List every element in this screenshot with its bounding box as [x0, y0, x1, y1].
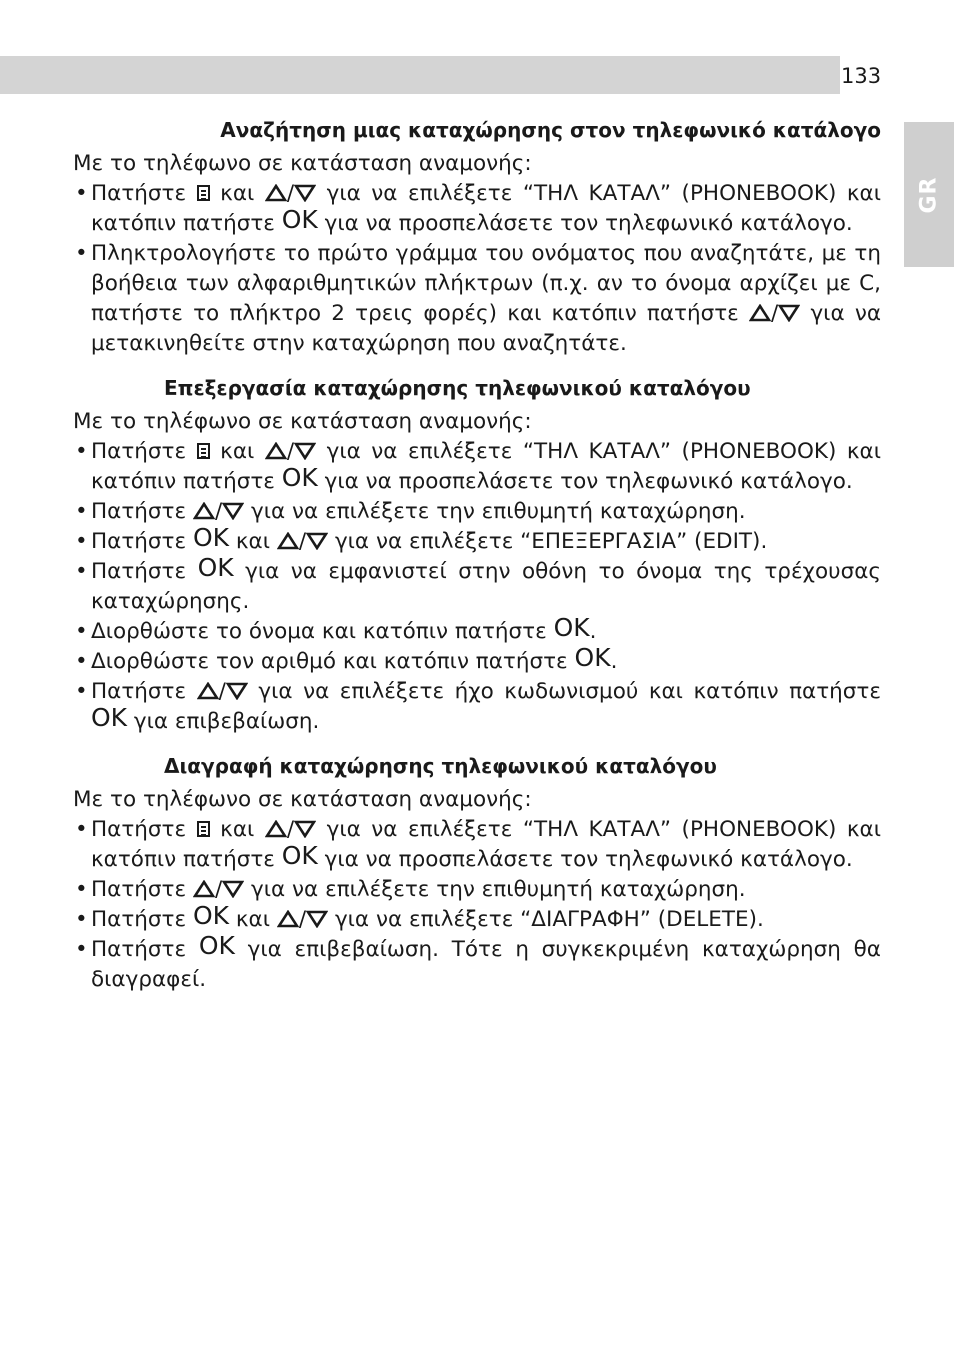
step-text: . [610, 649, 618, 674]
step-list [73, 815, 881, 995]
down-triangle-icon [306, 910, 328, 928]
section-intro: Με το τηλέφωνο σε κατάσταση αναμονής: [73, 409, 532, 434]
up-triangle-icon [265, 820, 287, 838]
step-text: Διορθώστε τον αριθμό και κατόπιν πατήστε [91, 649, 568, 674]
header-bar [0, 56, 840, 94]
up-down-keys-icon: / [265, 439, 316, 464]
list-item [73, 677, 881, 737]
up-down-keys-icon: / [193, 877, 244, 902]
section-edit-entry [73, 373, 881, 737]
menu-key-icon [197, 443, 210, 459]
step-text: για να προσπελάσετε τον τηλεφωνικό κατάλογο. [324, 847, 853, 872]
step-text: για επιβεβαίωση. Τότε η συγκεκριμένη καταχώρηση θα διαγραφεί. [91, 937, 881, 992]
step-text: για να επιλέξετε “ΔΙΑΓΡΑΦΗ” (DELETE). [334, 907, 764, 932]
ok-key-label: OK [197, 553, 234, 582]
step-text: για να εμφανιστεί στην οθόνη το όνομα της τρέχουσας καταχώρησης. [91, 559, 881, 614]
page-content [73, 115, 881, 995]
list-item [73, 523, 881, 557]
ok-key-label: OK [281, 841, 318, 870]
down-triangle-icon [294, 184, 316, 202]
down-triangle-icon [306, 532, 328, 550]
up-down-keys-icon: / [193, 499, 244, 524]
step-text: Διορθώστε το όνομα και κατόπιν πατήστε [91, 619, 547, 644]
step-text: και [220, 439, 255, 464]
up-down-keys-icon: / [265, 817, 316, 842]
list-item [73, 553, 881, 617]
down-triangle-icon [226, 682, 248, 700]
ok-key-label: OK [281, 463, 318, 492]
down-triangle-icon [294, 820, 316, 838]
step-text: για να επιλέξετε ήχο κωδωνισμού και κατόπιν πατήστε [258, 679, 881, 704]
up-triangle-icon [193, 880, 215, 898]
ok-key-label: OK [574, 643, 611, 672]
ok-key-label: OK [192, 523, 230, 552]
menu-key-icon [197, 185, 210, 201]
step-text: Πατήστε [91, 907, 187, 932]
step-text: για επιβεβαίωση. [133, 709, 320, 734]
step-text: και [235, 529, 270, 554]
step-text: για να επιλέξετε την επιθυμητή καταχώρηση. [251, 877, 746, 902]
up-down-keys-icon: / [265, 181, 316, 206]
step-text: Πατήστε [91, 679, 187, 704]
step-text: για να μετακινηθείτε στην καταχώρηση που αναζητάτε. [91, 301, 881, 356]
section-title: Διαγραφή καταχώρησης τηλεφωνικού καταλόγου [164, 754, 717, 778]
step-text: για να προσπελάσετε τον τηλεφωνικό κατάλογο. [324, 469, 853, 494]
step-list [73, 179, 881, 359]
step-text: Πατήστε [91, 529, 187, 554]
list-item [73, 437, 881, 497]
up-down-keys-icon: / [749, 301, 800, 326]
list-item [73, 613, 881, 647]
ok-key-label: OK [192, 901, 230, 930]
section-search-entry [73, 115, 881, 359]
up-triangle-icon [277, 910, 299, 928]
list-item [73, 643, 881, 677]
step-text: Πατήστε [91, 499, 187, 524]
up-down-keys-icon: / [197, 679, 248, 704]
ok-key-label: OK [281, 205, 318, 234]
step-text: Πατήστε [91, 817, 187, 842]
list-item [73, 901, 881, 935]
step-text: Πατήστε [91, 937, 187, 962]
step-text: για να επιλέξετε την επιθυμητή καταχώρηση. [251, 499, 746, 524]
step-text: για να επιλέξετε “ΤΗΛ ΚΑΤΑΛ” (PHONEBOOK) και κατόπιν πατήστε [91, 439, 882, 494]
list-item [73, 239, 881, 359]
step-text: και [220, 817, 255, 842]
up-down-keys-icon: / [277, 529, 328, 554]
step-text: για να επιλέξετε “ΕΠΕΞΕΡΓΑΣΙΑ” (EDIT). [334, 529, 768, 554]
list-item [73, 179, 881, 239]
step-text: . [589, 619, 597, 644]
up-triangle-icon [749, 304, 771, 322]
menu-key-icon [197, 821, 210, 837]
list-item [73, 815, 881, 875]
step-text: Πατήστε [91, 559, 187, 584]
down-triangle-icon [778, 304, 800, 322]
page-number: 133 [841, 64, 882, 88]
step-text: για να επιλέξετε “ΤΗΛ ΚΑΤΑΛ” (PHONEBOOK) και κατόπιν πατήστε [91, 181, 882, 236]
up-triangle-icon [265, 442, 287, 460]
ok-key-label: OK [553, 613, 590, 642]
section-delete-entry [73, 751, 881, 995]
up-down-keys-icon: / [277, 907, 328, 932]
ok-key-label: OK [91, 703, 128, 732]
up-triangle-icon [197, 682, 219, 700]
section-title: Αναζήτηση μιας καταχώρησης στον τηλεφωνικό κατάλογο [220, 118, 881, 142]
step-text: Πατήστε [91, 181, 187, 206]
language-tab [904, 122, 954, 267]
ok-key-label: OK [198, 931, 235, 960]
step-text: και [220, 181, 255, 206]
up-triangle-icon [265, 184, 287, 202]
section-title: Επεξεργασία καταχώρησης τηλεφωνικού καταλόγου [164, 376, 751, 400]
list-item [73, 931, 881, 995]
section-intro: Με το τηλέφωνο σε κατάσταση αναμονής: [73, 787, 532, 812]
step-text: για να επιλέξετε “ΤΗΛ ΚΑΤΑΛ” (PHONEBOOK) και κατόπιν πατήστε [91, 817, 882, 872]
step-text: Πατήστε [91, 439, 187, 464]
up-triangle-icon [193, 502, 215, 520]
step-text: και [235, 907, 270, 932]
step-text: Πατήστε [91, 877, 187, 902]
down-triangle-icon [222, 880, 244, 898]
up-triangle-icon [277, 532, 299, 550]
step-text: Πληκτρολογήστε το πρώτο γράμμα του ονόματος που αναζητάτε, με τη βοήθεια των αλφαριθμητικών πλήκτρων (π.χ. αν το όνομα αρχίζει με C, πατήστε το πλήκτρο 2 τρεις φορές) και κατόπιν πατήστε [91, 241, 881, 326]
step-text: για να προσπελάσετε τον τηλεφωνικό κατάλογο. [324, 211, 853, 236]
language-tab-label: GR [916, 176, 942, 213]
section-intro: Με το τηλέφωνο σε κατάσταση αναμονής: [73, 151, 532, 176]
down-triangle-icon [294, 442, 316, 460]
down-triangle-icon [222, 502, 244, 520]
step-list [73, 437, 881, 737]
